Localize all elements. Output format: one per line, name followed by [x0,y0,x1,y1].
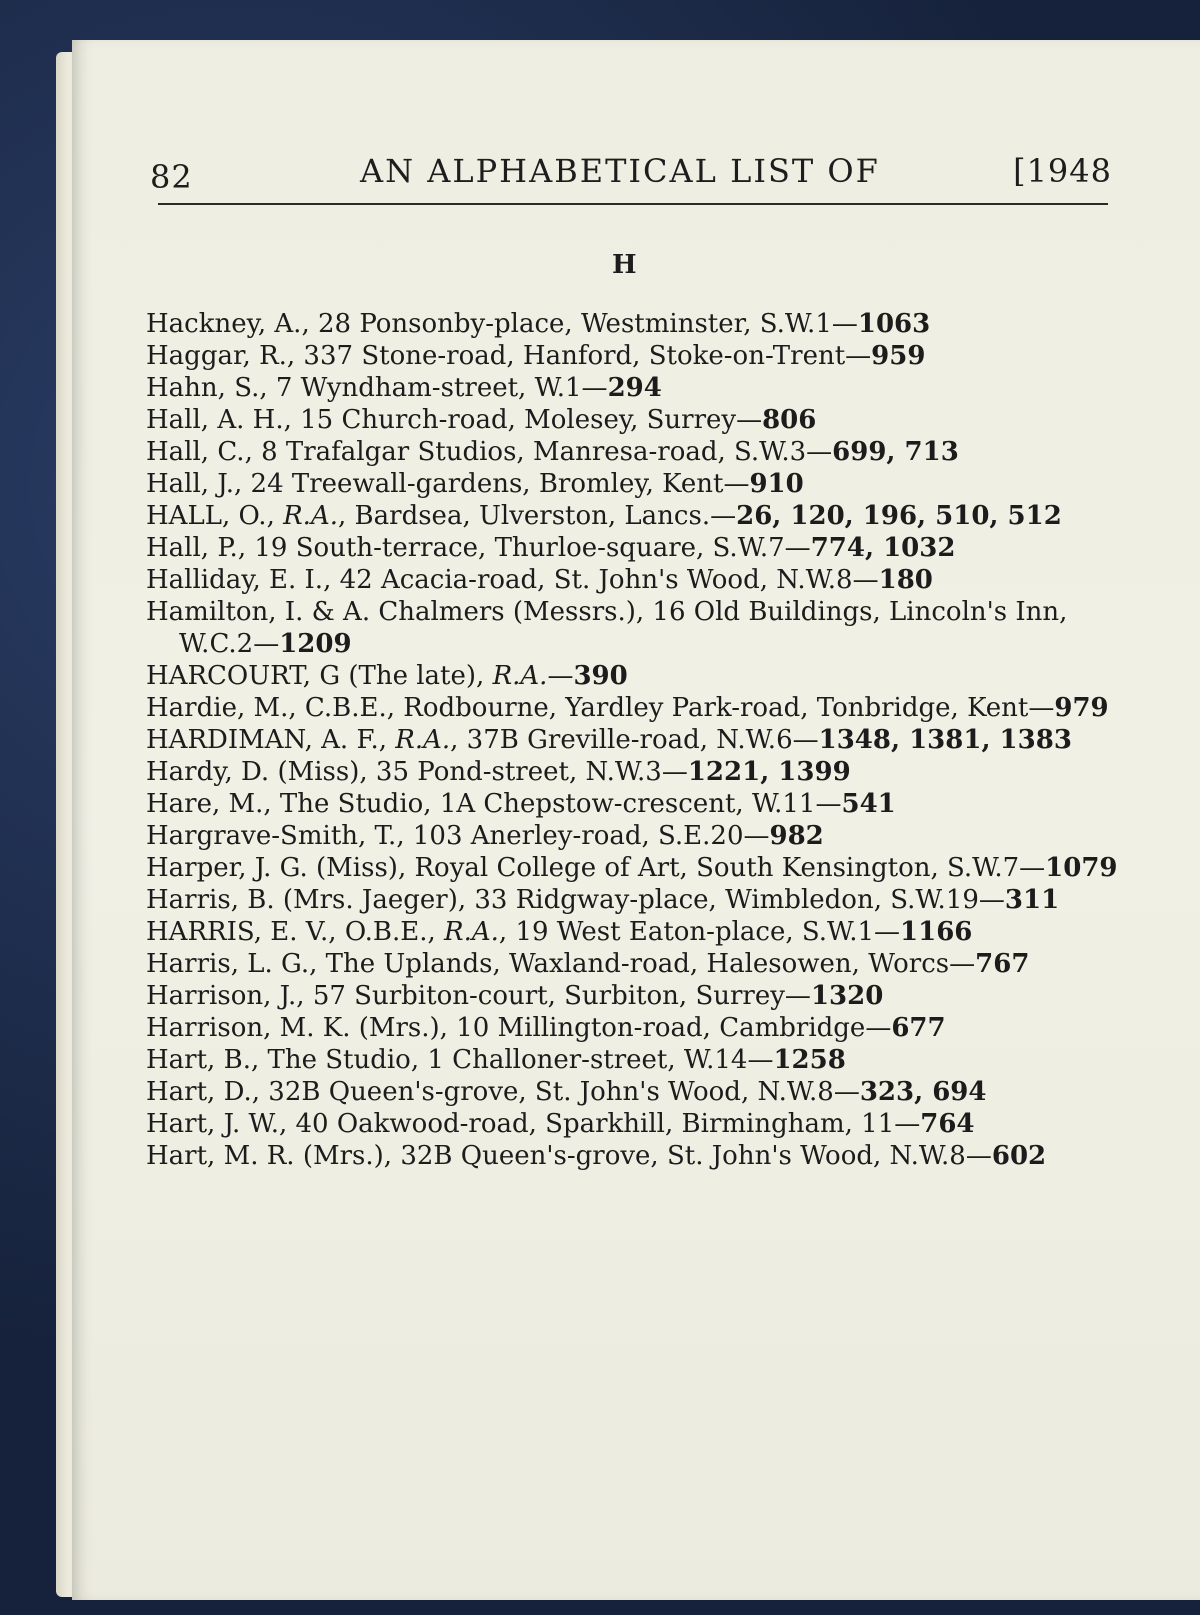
list-item [146,1012,1118,1044]
entry-catalogue-numbers: 910 [749,469,804,499]
entry-address: , 7 Wyndham-street, W.1— [259,373,608,403]
header-year: [1948 [1013,152,1112,190]
list-item: HARDIMAN, A. F., R.A., 37B Greville-road, N.W.6—1348, 1381, 1383 [146,725,1072,755]
list-item [146,308,1118,340]
entry-name: Harper, J. G. (Miss) [146,853,398,883]
list-item [146,692,1118,724]
entry-address: , 19 South-terrace, Thurloe-square, S.W.7— [237,533,811,563]
entry-name: HARDIMAN, A. F. [146,725,379,755]
artist-list [146,308,1118,1172]
entry-name: Hart, M. R. (Mrs.) [146,1141,384,1171]
header-rule [158,203,1108,205]
entry-address: , The Studio, 1 Challoner-street, W.14— [250,1045,774,1075]
entry-address: , The Studio, 1A Chepstow-crescent, W.11— [263,789,842,819]
list-item [146,820,1118,852]
entry-catalogue-numbers: 1348, 1381, 1383 [818,725,1072,755]
entry-name: HARRIS, E. V., O.B.E. [146,917,428,947]
list-item: HARCOURT, G (The late), R.A.—390 [146,661,628,691]
entry-catalogue-numbers: 806 [762,405,817,435]
entry-name: Hackney, A. [146,309,302,339]
list-item [146,788,1118,820]
list-item [146,1108,1118,1140]
entry-catalogue-numbers: 311 [1004,885,1060,915]
entry-name: Haggar, R. [146,341,287,371]
entry-address: , 19 West Eaton-place, S.W.1— [498,917,901,947]
entry-address: , 35 Pond-street, N.W.3— [359,757,688,787]
entry-catalogue-numbers: 180 [878,565,933,595]
entry-address: , 32B Queen's-grove, St. John's Wood, N.W.8— [251,1077,860,1107]
list-item [146,468,1118,500]
list-item [146,756,1118,788]
entry-address: , 337 Stone-road, Hanford, Stoke-on-Trent— [286,341,872,371]
entry-catalogue-numbers: 294 [607,373,662,403]
entry-catalogue-numbers: 1079 [1045,853,1118,883]
entry-catalogue-numbers: 1063 [857,309,931,339]
list-item [146,436,1118,468]
entry-address: , 8 Trafalgar Studios, Manresa-road, S.W.3— [244,437,833,467]
entry-name: Hall, J. [146,469,235,499]
entry-address: , Bardsea, Ulverston, Lancs.— [338,501,737,531]
entry-address: , The Uplands, Waxland-road, Halesowen, Worcs— [309,949,976,979]
entry-name: Hall, A. H. [146,405,284,435]
entry-address: , 37B Greville-road, N.W.6— [450,725,819,755]
list-item [146,980,1118,1012]
list-item [146,1140,1118,1172]
entry-address: , 32B Queen's-grove, St. John's Wood, N.W.8— [383,1141,992,1171]
entry-catalogue-numbers: 979 [1054,693,1109,723]
entry-honour: R.A. [395,725,451,755]
list-item [146,884,1118,916]
list-item [146,1076,1118,1108]
entry-catalogue-numbers: 982 [769,821,824,851]
entry-honour: R.A. [283,501,338,531]
entry-catalogue-numbers: 774, 1032 [810,533,956,563]
entry-address: , 15 Church-road, Molesey, Surrey— [283,405,763,435]
list-item [146,404,1118,436]
entry-catalogue-numbers: 26, 120, 196, 510, 512 [736,501,1062,531]
entry-name: Hart, D. [146,1077,252,1107]
entry-name: Hahn, S. [146,373,260,403]
entry-catalogue-numbers: 699, 713 [832,437,959,467]
entry-name: Harrison, J. [146,981,297,1011]
list-item [146,852,1118,884]
entry-honour: R.A. [444,917,499,947]
entry-catalogue-numbers: 602 [991,1141,1047,1171]
entry-address: , 42 Acacia-road, St. John's Wood, N.W.8— [323,565,879,595]
entry-name: Halliday, E. I. [146,565,324,595]
entry-address: , 57 Surbiton-court, Surbiton, Surrey— [296,981,811,1011]
entry-name: Hart, J. W. [146,1109,279,1139]
list-item [146,564,1118,596]
entry-catalogue-numbers: 677 [891,1013,946,1043]
entry-address: , Royal College of Art, South Kensington, S.W.7— [397,853,1046,883]
list-item [146,372,1118,404]
entry-catalogue-numbers: 390 [573,661,628,691]
entry-name: Hargrave-Smith, T. [146,821,397,851]
running-header [150,150,1112,196]
list-item [146,532,1118,564]
entry-honour: R.A. [492,661,548,691]
entry-catalogue-numbers: 1166 [900,917,973,947]
entry-address: , 16 Old Buildings, Lincoln's Inn, W.C.2— [179,597,1068,659]
entry-address: , Rodbourne, Yardley Park-road, Tonbridge, Kent— [386,693,1055,723]
entry-catalogue-numbers: 1221, 1399 [687,757,851,787]
entry-catalogue-numbers: 1320 [810,981,884,1011]
entry-name: Hart, B. [146,1045,251,1075]
entry-name: Hall, P. [146,533,238,563]
entry-catalogue-numbers: 1258 [773,1045,846,1075]
list-item [146,1044,1118,1076]
entry-catalogue-numbers: 323, 694 [859,1077,987,1107]
list-item [146,948,1118,980]
entry-address: , 40 Oakwood-road, Sparkhill, Birmingham, 11— [278,1109,921,1139]
entry-catalogue-numbers: 541 [841,789,896,819]
entry-name: Hamilton, I. & A. Chalmers (Messrs.) [146,597,636,627]
list-item: HARRIS, E. V., O.B.E., R.A., 19 West Eaton-place, S.W.1—1166 [146,917,973,947]
entry-name: Harris, L. G. [146,949,310,979]
entry-address: , 24 Treewall-gardens, Bromley, Kent— [234,469,750,499]
list-item [146,340,1118,372]
entry-address: , 103 Anerley-road, S.E.20— [396,821,770,851]
entry-name: Harris, B. (Mrs. Jaeger) [146,885,458,915]
list-item [146,596,1118,660]
entry-address: , 33 Ridgway-place, Wimbledon, S.W.19— [457,885,1005,915]
entry-catalogue-numbers: 764 [920,1109,975,1139]
entry-name: HALL, O. [146,501,267,531]
entry-name: Hall, C. [146,437,245,467]
entry-address: — [547,661,574,691]
entry-catalogue-numbers: 767 [975,949,1030,979]
entry-name: Hare, M. [146,789,264,819]
entry-address: , 10 Millington-road, Cambridge— [439,1013,892,1043]
entry-name: Hardy, D. (Miss) [146,757,360,787]
entry-catalogue-numbers: 1209 [279,629,352,659]
running-title: AN ALPHABETICAL LIST OF [360,152,880,190]
list-item: HALL, O., R.A., Bardsea, Ulverston, Lancs.—26, 120, 196, 510, 512 [146,501,1062,531]
section-letter: H [612,250,637,280]
entry-name: Harrison, M. K. (Mrs.) [146,1013,440,1043]
page-number: 82 [150,158,193,196]
entry-catalogue-numbers: 959 [871,341,926,371]
entry-name: Hardie, M., C.B.E. [146,693,387,723]
entry-name: HARCOURT, G (The late) [146,661,477,691]
entry-address: , 28 Ponsonby-place, Westminster, S.W.1— [301,309,858,339]
